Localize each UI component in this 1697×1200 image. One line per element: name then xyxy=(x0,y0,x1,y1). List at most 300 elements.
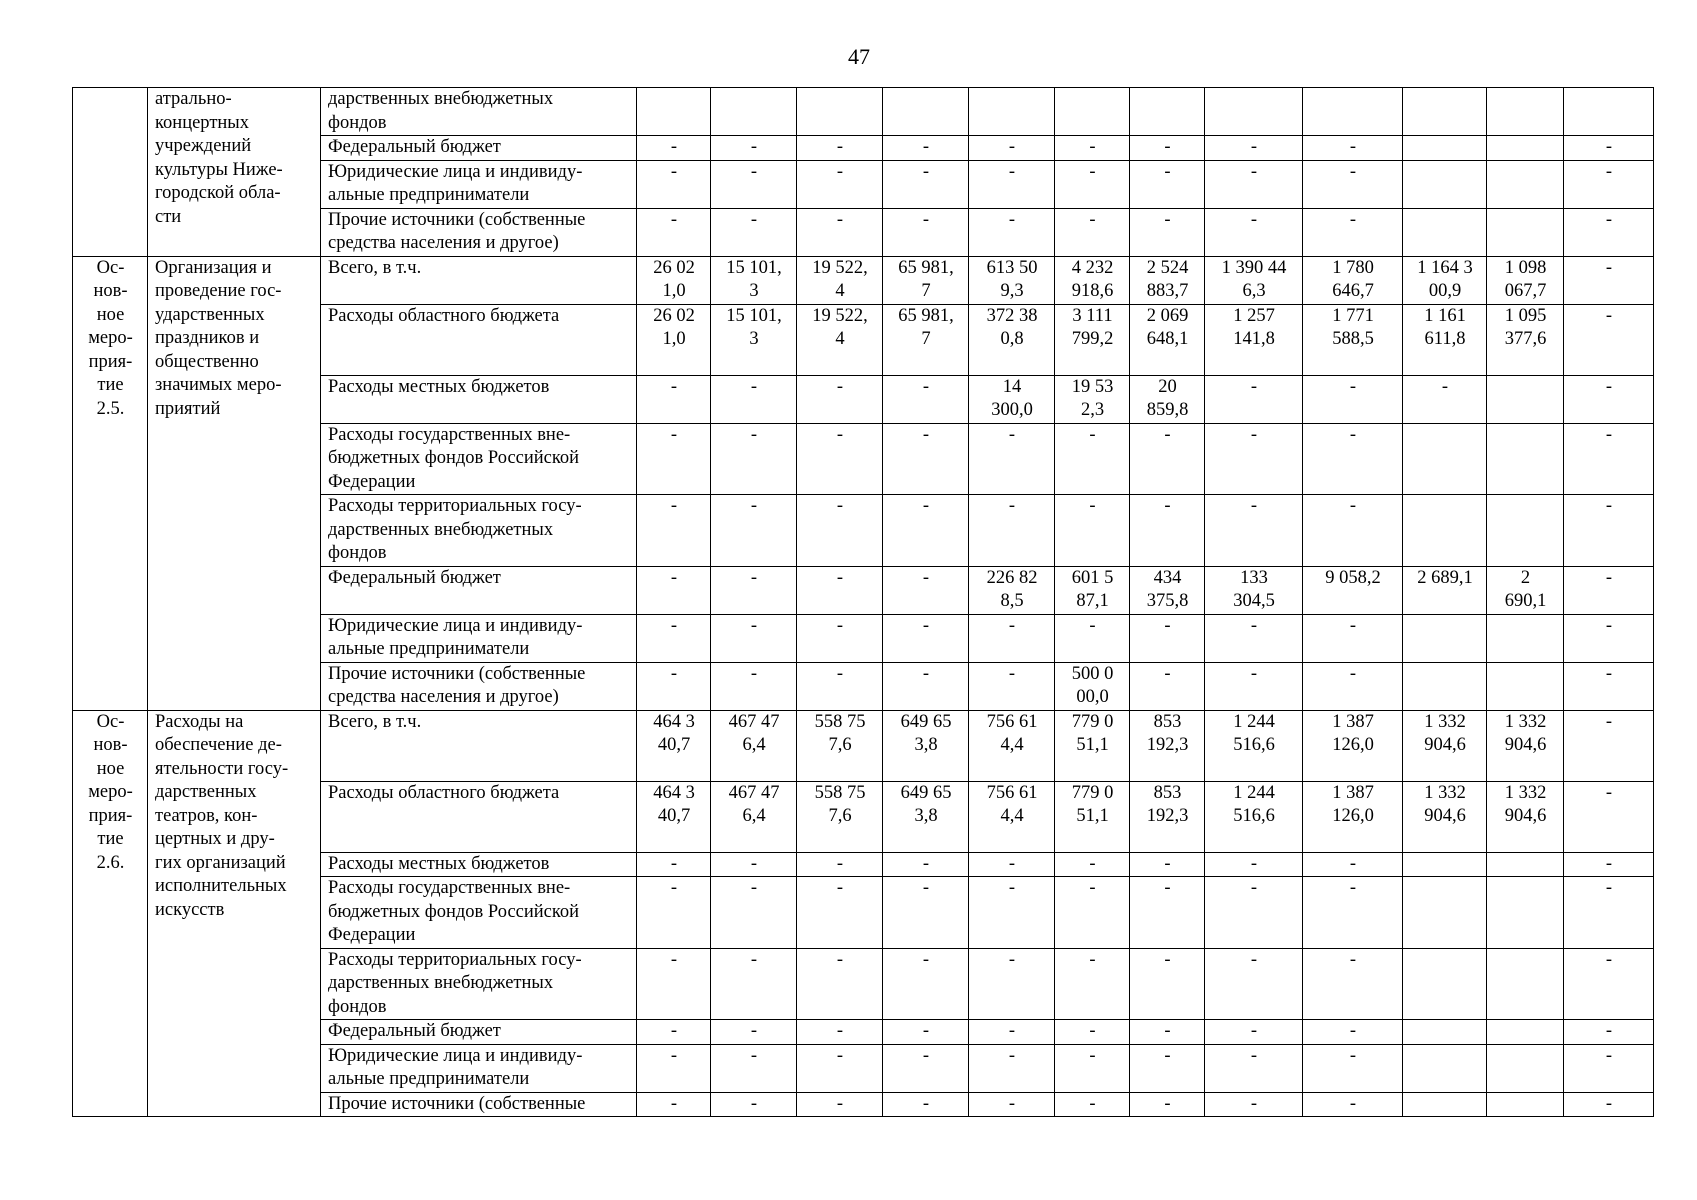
value-cell xyxy=(1403,136,1487,161)
cell-line: 19 522, xyxy=(812,305,868,326)
value-cell xyxy=(1303,877,1403,949)
value-cell xyxy=(1487,566,1564,614)
value-cell xyxy=(1403,375,1487,423)
cell-line: 4 xyxy=(835,281,845,301)
cell-line: - xyxy=(1164,663,1171,684)
cell-line: - xyxy=(1605,949,1613,970)
cell-line: 2.5. xyxy=(96,398,125,419)
value-cell xyxy=(1130,781,1205,852)
cell-line: - xyxy=(836,1045,844,1066)
cell-line: меро- xyxy=(88,328,133,348)
value-cell xyxy=(1055,495,1130,567)
value-cell xyxy=(1303,304,1403,375)
value-cell xyxy=(637,423,711,495)
cell-line: - xyxy=(1164,1093,1171,1114)
cell-line: - xyxy=(1349,1021,1357,1041)
cell-line: - xyxy=(1008,137,1016,157)
value-cell xyxy=(1055,566,1130,614)
value-cell xyxy=(1403,1092,1487,1117)
cell-line: - xyxy=(1164,496,1171,516)
value-cell xyxy=(797,566,883,614)
cell-line: 853 xyxy=(1153,711,1182,732)
cell-line: - xyxy=(1441,376,1449,397)
cell-line: - xyxy=(750,615,758,636)
cell-line: Федеральный бюджет xyxy=(328,567,501,588)
value-cell xyxy=(1205,495,1303,567)
cell-line: - xyxy=(1250,1021,1258,1041)
cell-line: Юридические лица и индивиду- xyxy=(328,161,583,182)
cell-line: - xyxy=(1250,209,1258,230)
cell-line: 558 75 xyxy=(814,711,866,732)
cell-line: - xyxy=(670,496,678,516)
value-cell xyxy=(1130,136,1205,161)
cell-line: - xyxy=(1250,878,1258,898)
cell-line: - xyxy=(1164,137,1171,157)
value-cell xyxy=(637,375,711,423)
cell-line: - xyxy=(1250,949,1258,970)
value-cell xyxy=(637,495,711,567)
value-cell xyxy=(797,852,883,877)
value-cell xyxy=(1130,852,1205,877)
cell-line: - xyxy=(1605,1021,1613,1041)
cell-line: - xyxy=(1605,305,1613,326)
value-cell xyxy=(969,566,1055,614)
value-cell xyxy=(797,423,883,495)
value-cell xyxy=(969,495,1055,567)
cell-line: Ос- xyxy=(96,711,125,732)
cell-line: Всего, в т.ч. xyxy=(328,711,422,732)
funding-source-cell xyxy=(321,877,637,949)
measure-code-cell xyxy=(73,256,148,710)
value-cell xyxy=(1303,1044,1403,1092)
cell-line: 9,3 xyxy=(1000,281,1024,301)
cell-line: 00,9 xyxy=(1428,281,1462,301)
cell-line: Прочие источники (собственные xyxy=(328,209,586,230)
cell-line: дарственных xyxy=(155,782,257,802)
cell-line: - xyxy=(922,663,930,684)
cell-line: - xyxy=(922,376,930,397)
cell-line: 126,0 xyxy=(1332,806,1374,826)
cell-line: 65 981, xyxy=(898,257,954,278)
cell-line: - xyxy=(670,1093,678,1114)
cell-line: 2 xyxy=(1520,567,1531,588)
cell-line: - xyxy=(1605,209,1613,230)
value-cell xyxy=(1130,1044,1205,1092)
cell-line: альные предприниматели xyxy=(328,1069,530,1089)
value-cell xyxy=(1055,256,1130,304)
value-cell xyxy=(1487,160,1564,208)
cell-line: - xyxy=(1605,496,1613,516)
value-cell xyxy=(1055,1020,1130,1045)
cell-line: дарственных внебюджетных xyxy=(328,519,554,540)
cell-line: 904,6 xyxy=(1504,735,1547,755)
value-cell xyxy=(969,256,1055,304)
cell-line: 434 xyxy=(1153,567,1182,588)
cell-line: - xyxy=(1089,1021,1096,1041)
funding-source-cell xyxy=(321,160,637,208)
cell-line: 779 0 xyxy=(1071,782,1114,803)
cell-line: - xyxy=(670,376,678,397)
value-cell xyxy=(1487,208,1564,256)
cell-line: - xyxy=(1008,663,1016,684)
cell-line: 601 5 xyxy=(1071,567,1114,588)
funding-source-cell xyxy=(321,948,637,1020)
funding-source-cell xyxy=(321,614,637,662)
cell-line: - xyxy=(1089,949,1096,970)
funding-source-cell xyxy=(321,495,637,567)
cell-line: - xyxy=(670,209,678,230)
cell-line: - xyxy=(670,161,678,182)
cell-line: 1 164 3 xyxy=(1417,257,1473,278)
cell-line: - xyxy=(1089,615,1096,636)
cell-line: нов- xyxy=(93,281,128,301)
cell-line: - xyxy=(1349,376,1357,397)
cell-line: - xyxy=(922,949,930,970)
value-cell xyxy=(969,852,1055,877)
cell-line: - xyxy=(1008,1045,1016,1066)
value-cell xyxy=(1130,948,1205,1020)
cell-line: - xyxy=(1089,209,1096,230)
cell-line: дарственных внебюджетных xyxy=(328,89,554,109)
cell-line: - xyxy=(1164,209,1171,230)
cell-line: тие xyxy=(97,829,124,849)
cell-line: 3 xyxy=(749,281,759,301)
cell-line: тие xyxy=(97,375,124,395)
value-cell xyxy=(711,1092,797,1117)
value-cell xyxy=(711,495,797,567)
cell-line: 87,1 xyxy=(1076,591,1109,611)
cell-line: 7,6 xyxy=(828,806,852,826)
cell-line: - xyxy=(750,567,758,588)
value-cell xyxy=(1055,208,1130,256)
value-cell xyxy=(883,877,969,949)
value-cell xyxy=(711,1020,797,1045)
value-cell xyxy=(637,88,711,136)
cell-line: Федерации xyxy=(328,925,416,945)
funding-source-cell xyxy=(321,136,637,161)
value-cell xyxy=(1564,423,1654,495)
cell-line: искусств xyxy=(155,899,225,920)
value-cell xyxy=(1130,88,1205,136)
cell-line: - xyxy=(1089,1045,1096,1066)
cell-line: 1 161 xyxy=(1424,305,1466,326)
value-cell xyxy=(1487,256,1564,304)
value-cell xyxy=(1564,877,1654,949)
value-cell xyxy=(1055,614,1130,662)
cell-line: 7 xyxy=(921,281,931,301)
value-cell xyxy=(797,781,883,852)
value-cell xyxy=(1055,710,1130,781)
cell-line: нов- xyxy=(93,735,128,755)
cell-line: - xyxy=(1349,424,1357,445)
cell-line: - xyxy=(1089,424,1096,445)
value-cell xyxy=(1205,566,1303,614)
cell-line: - xyxy=(836,376,844,397)
value-cell xyxy=(883,304,969,375)
cell-line: 467 47 xyxy=(728,711,780,732)
cell-line: 26 02 xyxy=(653,305,695,326)
cell-line: - xyxy=(1164,1021,1171,1041)
cell-line: - xyxy=(1605,376,1613,397)
cell-line: городской обла- xyxy=(155,183,281,203)
cell-line: - xyxy=(1008,424,1016,445)
value-cell xyxy=(1564,662,1654,710)
value-cell xyxy=(1564,136,1654,161)
cell-line: - xyxy=(1250,1093,1258,1114)
cell-line: 500 0 xyxy=(1071,663,1114,684)
value-cell xyxy=(1303,710,1403,781)
cell-line: - xyxy=(750,496,758,516)
value-cell xyxy=(883,1020,969,1045)
cell-line: - xyxy=(836,209,844,230)
cell-line: общественно xyxy=(155,351,259,372)
value-cell xyxy=(711,88,797,136)
value-cell xyxy=(711,948,797,1020)
cell-line: 516,6 xyxy=(1233,806,1275,826)
value-cell xyxy=(1055,662,1130,710)
value-cell xyxy=(637,948,711,1020)
value-cell xyxy=(883,495,969,567)
cell-line: 859,8 xyxy=(1146,400,1189,420)
funding-source-cell xyxy=(321,423,637,495)
cell-line: - xyxy=(1349,209,1357,230)
value-cell xyxy=(637,208,711,256)
value-cell xyxy=(637,662,711,710)
cell-line: Юридические лица и индивиду- xyxy=(328,615,583,636)
cell-line: 126,0 xyxy=(1332,735,1374,755)
value-cell xyxy=(1487,423,1564,495)
cell-line: 192,3 xyxy=(1146,735,1189,755)
cell-line: Организация и xyxy=(155,257,272,278)
value-cell xyxy=(883,136,969,161)
funding-source-cell xyxy=(321,208,637,256)
cell-line: - xyxy=(1605,1093,1613,1114)
value-cell xyxy=(1564,948,1654,1020)
cell-line: - xyxy=(750,663,758,684)
cell-line: - xyxy=(670,424,678,445)
value-cell xyxy=(637,136,711,161)
value-cell xyxy=(637,160,711,208)
cell-line: 464 3 xyxy=(653,711,695,732)
cell-line: - xyxy=(836,853,844,874)
value-cell xyxy=(1303,852,1403,877)
cell-line: - xyxy=(1349,878,1357,898)
cell-line: - xyxy=(750,1093,758,1114)
cell-line: 375,8 xyxy=(1146,591,1189,611)
value-cell xyxy=(1303,1020,1403,1045)
value-cell xyxy=(1055,1044,1130,1092)
cell-line: 141,8 xyxy=(1233,329,1275,349)
value-cell xyxy=(883,852,969,877)
cell-line: - xyxy=(922,567,930,588)
value-cell xyxy=(969,948,1055,1020)
cell-line: 648,1 xyxy=(1146,329,1189,349)
value-cell xyxy=(637,304,711,375)
value-cell xyxy=(1564,1044,1654,1092)
cell-line: - xyxy=(750,424,758,445)
cell-line: праздников и xyxy=(155,328,260,348)
value-cell xyxy=(883,1092,969,1117)
cell-line: - xyxy=(1089,161,1096,182)
value-cell xyxy=(711,136,797,161)
value-cell xyxy=(1055,1092,1130,1117)
cell-line: Ос- xyxy=(96,257,125,278)
cell-line: - xyxy=(922,1045,930,1066)
cell-line: - xyxy=(1008,161,1016,182)
cell-line: 918,6 xyxy=(1071,281,1114,301)
value-cell xyxy=(1130,614,1205,662)
cell-line: 372 38 xyxy=(986,305,1038,326)
value-cell xyxy=(883,423,969,495)
value-cell xyxy=(1055,948,1130,1020)
cell-line: - xyxy=(670,137,678,157)
cell-line: - xyxy=(1349,137,1357,157)
value-cell xyxy=(797,877,883,949)
value-cell xyxy=(711,1044,797,1092)
cell-line: - xyxy=(836,567,844,588)
value-cell xyxy=(1303,614,1403,662)
value-cell xyxy=(711,662,797,710)
cell-line: Расходы областного бюджета xyxy=(328,782,560,803)
cell-line: - xyxy=(836,949,844,970)
value-cell xyxy=(883,208,969,256)
cell-line: ное xyxy=(96,304,125,325)
value-cell xyxy=(637,1020,711,1045)
cell-line: атрально- xyxy=(155,89,232,109)
cell-line: - xyxy=(1605,782,1613,803)
value-cell xyxy=(1487,136,1564,161)
value-cell xyxy=(1055,88,1130,136)
cell-line: - xyxy=(1089,853,1096,874)
value-cell xyxy=(1205,877,1303,949)
cell-line: 799,2 xyxy=(1071,329,1114,349)
cell-line: 2.6. xyxy=(96,852,125,873)
cell-line: 0,8 xyxy=(1000,329,1024,349)
value-cell xyxy=(1205,304,1303,375)
value-cell xyxy=(883,88,969,136)
cell-line: 756 61 xyxy=(986,711,1038,732)
cell-line: 3,8 xyxy=(914,735,938,755)
cell-line: Прочие источники (собственные xyxy=(328,1093,586,1114)
page-number: 47 xyxy=(848,44,870,69)
value-cell xyxy=(1303,423,1403,495)
cell-line: 1 244 xyxy=(1233,782,1275,803)
cell-line: - xyxy=(1008,1093,1016,1114)
cell-line: Расходы территориальных госу- xyxy=(328,949,582,970)
cell-line: 1 332 xyxy=(1504,711,1547,732)
value-cell xyxy=(1303,160,1403,208)
cell-line: 51,1 xyxy=(1076,735,1109,755)
cell-line: - xyxy=(922,496,930,516)
cell-line: 904,6 xyxy=(1424,735,1466,755)
value-cell xyxy=(1205,160,1303,208)
cell-line: 15 101, xyxy=(726,257,782,278)
value-cell xyxy=(1403,710,1487,781)
value-cell xyxy=(711,256,797,304)
table-row xyxy=(73,256,1654,304)
cell-line: 2,3 xyxy=(1080,400,1105,420)
cell-line: 1 095 xyxy=(1504,305,1547,326)
value-cell xyxy=(637,781,711,852)
cell-line: бюджетных фондов Российской xyxy=(328,448,580,468)
cell-line: - xyxy=(670,1045,678,1066)
value-cell xyxy=(969,1020,1055,1045)
value-cell xyxy=(1403,1044,1487,1092)
cell-line: - xyxy=(1349,615,1357,636)
cell-line: - xyxy=(922,424,930,445)
cell-line: 1 387 xyxy=(1332,782,1374,803)
cell-line: 26 02 xyxy=(653,257,695,278)
value-cell xyxy=(711,160,797,208)
cell-line: фондов xyxy=(328,996,387,1017)
value-cell xyxy=(797,710,883,781)
value-cell xyxy=(1403,662,1487,710)
value-cell xyxy=(637,614,711,662)
cell-line: - xyxy=(1008,209,1016,230)
value-cell xyxy=(1130,208,1205,256)
cell-line: 20 xyxy=(1158,376,1177,397)
cell-line: 14 xyxy=(1002,376,1022,397)
value-cell xyxy=(797,375,883,423)
cell-line: 40,7 xyxy=(657,806,691,826)
value-cell xyxy=(1564,1092,1654,1117)
value-cell xyxy=(969,375,1055,423)
cell-line: 464 3 xyxy=(653,782,695,803)
cell-line: прия- xyxy=(88,351,133,372)
value-cell xyxy=(1055,160,1130,208)
value-cell xyxy=(969,304,1055,375)
funding-source-cell xyxy=(321,1092,637,1117)
value-cell xyxy=(969,1044,1055,1092)
value-cell xyxy=(1487,781,1564,852)
value-cell xyxy=(969,423,1055,495)
cell-line: - xyxy=(1605,711,1613,732)
value-cell xyxy=(797,495,883,567)
value-cell xyxy=(1130,495,1205,567)
cell-line: - xyxy=(1349,853,1357,874)
value-cell xyxy=(1487,662,1564,710)
cell-line: - xyxy=(836,615,844,636)
cell-line: 9 058,2 xyxy=(1325,567,1381,588)
value-cell xyxy=(711,614,797,662)
value-cell xyxy=(969,1092,1055,1117)
value-cell xyxy=(637,852,711,877)
cell-line: - xyxy=(1250,615,1258,636)
cell-line: - xyxy=(1089,1093,1096,1114)
cell-line: - xyxy=(1250,1045,1258,1066)
cell-line: 067,7 xyxy=(1504,281,1547,301)
value-cell xyxy=(1205,256,1303,304)
value-cell xyxy=(1303,495,1403,567)
cell-line: - xyxy=(1349,1093,1357,1114)
value-cell xyxy=(1564,614,1654,662)
cell-line: - xyxy=(1605,663,1613,684)
value-cell xyxy=(1205,88,1303,136)
cell-line: - xyxy=(750,209,758,230)
value-cell xyxy=(1205,1044,1303,1092)
value-cell xyxy=(969,136,1055,161)
cell-line: 904,6 xyxy=(1424,806,1466,826)
funding-source-cell xyxy=(321,566,637,614)
funding-source-cell xyxy=(321,88,637,136)
cell-line: - xyxy=(836,663,844,684)
cell-line: Федеральный бюджет xyxy=(328,1021,501,1041)
cell-line: - xyxy=(1605,161,1613,182)
cell-line: средства населения и другое) xyxy=(328,687,559,707)
value-cell xyxy=(1403,852,1487,877)
value-cell xyxy=(711,375,797,423)
cell-line: - xyxy=(1605,853,1613,874)
